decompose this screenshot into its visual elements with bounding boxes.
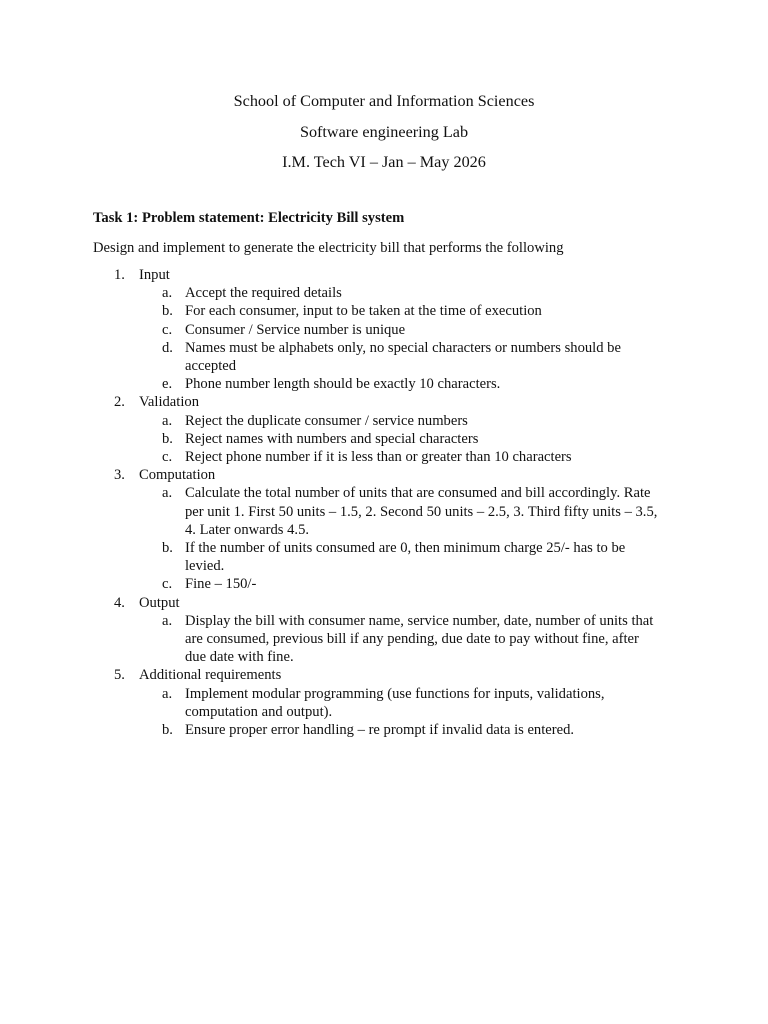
item-text: Ensure proper error handling – re prompt if invalid data is entered. — [185, 722, 575, 738]
section-number: 2. — [114, 394, 125, 411]
list-item — [0, 539, 768, 575]
section-heading — [0, 393, 768, 411]
list-item — [0, 412, 768, 430]
section-5 — [0, 666, 768, 739]
item-text: Display the bill with consumer name, service number, date, number of units that are consumed, previous bill if any pending, due date to pay without fine, after due date with fine. — [185, 612, 654, 666]
course-term: I.M. Tech VI – Jan – May 2026 — [282, 153, 486, 171]
item-text: Calculate the total number of units that are consumed and bill accordingly. Rate per unit 1. First 50 units – 1.5, 2. Second 50 units – 2.5, 3. Third fifty units – 3.5, 4. Later onwards 4.5. — [185, 485, 658, 538]
item-text: Implement modular programming (use functions for inputs, validations, computation and output). — [185, 685, 605, 720]
item-text: Names must be alphabets only, no special characters or numbers should be accepted — [185, 339, 621, 374]
item-letter: c. — [162, 576, 173, 593]
document-header — [0, 86, 768, 178]
item-letter: c. — [162, 321, 173, 338]
item-letter: e. — [162, 376, 173, 393]
school-name: School of Computer and Information Sciences — [233, 92, 535, 110]
section-2 — [0, 393, 768, 466]
item-letter: a. — [162, 412, 173, 429]
item-text: Fine – 150/- — [185, 576, 257, 593]
item-text: If the number of units consumed are 0, then minimum charge 25/- has to be levied. — [185, 540, 626, 575]
section-number: 1. — [114, 267, 125, 283]
item-letter: b. — [162, 722, 173, 738]
item-letter: b. — [162, 303, 173, 320]
section-number: 4. — [114, 594, 125, 611]
section-heading — [0, 466, 768, 484]
list-item — [0, 484, 768, 539]
section-number: 3. — [114, 467, 125, 484]
section-1 — [0, 266, 768, 393]
section-3 — [0, 466, 768, 593]
task-intro: Design and implement to generate the electricity bill that performs the following — [93, 240, 564, 256]
lab-name: Software engineering Lab — [299, 122, 469, 141]
item-text: For each consumer, input to be taken at the time of execution — [185, 303, 542, 320]
section-heading — [0, 666, 768, 684]
list-item — [0, 721, 768, 739]
item-text: Consumer / Service number is unique — [185, 321, 406, 338]
item-letter: b. — [162, 430, 173, 447]
item-text: Phone number length should be exactly 10 characters. — [185, 376, 501, 393]
list-item — [0, 375, 768, 393]
list-item — [0, 612, 768, 667]
section-number: 5. — [114, 667, 125, 684]
list-item — [0, 339, 768, 375]
item-letter: c. — [162, 449, 173, 465]
requirements-list — [0, 266, 768, 739]
section-title: Input — [139, 267, 170, 283]
item-letter: a. — [162, 612, 173, 629]
section-4 — [0, 594, 768, 667]
section-title: Output — [139, 594, 180, 611]
list-item — [0, 575, 768, 593]
section-heading — [0, 266, 768, 284]
list-item — [0, 685, 768, 721]
list-item — [0, 448, 768, 466]
item-text: Reject names with numbers and special characters — [185, 430, 479, 447]
task-title: Task 1: Problem statement: Electricity Bill system — [93, 210, 405, 226]
list-item — [0, 321, 768, 339]
list-item — [0, 284, 768, 302]
item-text: Accept the required details — [185, 285, 342, 302]
item-letter: a. — [162, 285, 173, 302]
item-letter: a. — [162, 485, 173, 502]
list-item — [0, 430, 768, 448]
item-letter: d. — [162, 339, 173, 356]
item-text: Reject the duplicate consumer / service numbers — [185, 412, 468, 429]
list-item — [0, 302, 768, 320]
item-letter: b. — [162, 540, 173, 556]
section-title: Additional requirements — [139, 667, 282, 684]
item-text: Reject phone number if it is less than or greater than 10 characters — [185, 449, 572, 465]
section-title: Computation — [139, 467, 216, 484]
section-title: Validation — [139, 394, 199, 411]
item-letter: a. — [162, 685, 173, 702]
section-heading — [0, 594, 768, 612]
